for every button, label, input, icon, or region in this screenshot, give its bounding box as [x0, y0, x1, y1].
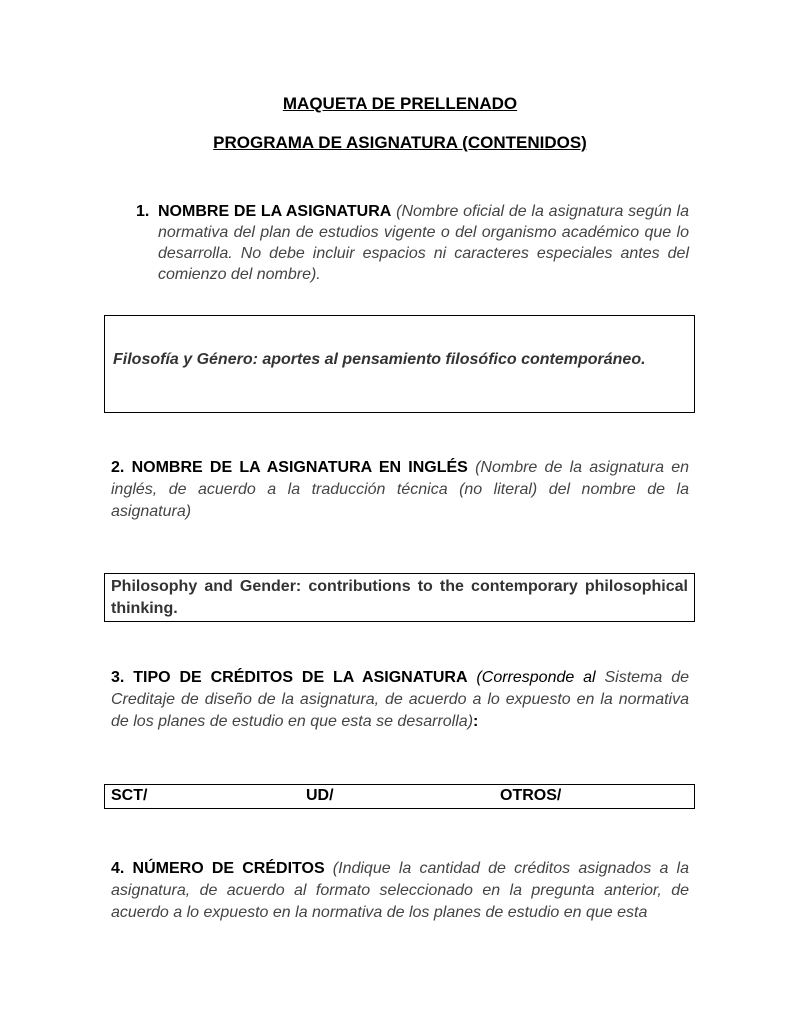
section-2-description	[111, 457, 689, 523]
credit-option-otros: OTROS/	[500, 787, 562, 804]
document-subtitle: PROGRAMA DE ASIGNATURA (CONTENIDOS)	[213, 133, 587, 152]
credit-option-ud: UD/	[306, 787, 334, 804]
section-3-text-b: Sistema de Creditaje de diseño de la asignatura, de acuerdo a lo expuesto en la normativa de los planes de estudio en que esta se desarrolla)	[111, 669, 689, 730]
section-4-description	[111, 858, 689, 924]
section-3-heading: 3. TIPO DE CRÉDITOS DE LA ASIGNATURA	[111, 669, 468, 686]
section-1-heading: NOMBRE DE LA ASIGNATURA	[158, 203, 392, 220]
section-2-text: (Nombre de la asignatura en inglés, de acuerdo a la traducción técnica (no literal) del nombre de la asignatura)	[111, 459, 689, 520]
section-2-heading: 2. NOMBRE DE LA ASIGNATURA EN INGLÉS	[111, 459, 468, 476]
document-title: MAQUETA DE PRELLENADO	[282, 94, 518, 113]
section-1-description	[136, 201, 689, 285]
section-1-text: Nombre oficial de la asignatura según la normativa del plan de estudios vigente o del organismo académico que lo desarrolla. No debe incluir espacios ni caracteres especiales antes del comienzo del nombre).	[158, 203, 690, 283]
course-name-value: Filosofía y Género: aportes al pensamiento filosófico contemporáneo.	[113, 351, 646, 368]
section-1-number: 1.	[136, 203, 150, 220]
credit-type-box	[104, 784, 695, 809]
section-3-text-a: (Corresponde al	[467, 669, 596, 686]
english-name-box	[104, 573, 695, 622]
section-3-colon: :	[473, 713, 479, 730]
course-name-box	[104, 315, 695, 413]
section-1-open-paren: (	[391, 203, 402, 220]
section-3-description	[111, 667, 689, 733]
english-name-value: Philosophy and Gender: contributions to the contemporary philosophical thinking.	[111, 578, 688, 617]
section-4-heading: 4. NÚMERO DE CRÉDITOS	[111, 860, 325, 877]
credit-option-sct: SCT/	[111, 787, 148, 804]
section-4-text: (Indique la cantidad de créditos asignados a la asignatura, de acuerdo al formato seleccionado en la pregunta anterior, de acuerdo a lo expuesto en la normativa de los planes de estudio en que esta	[111, 860, 689, 921]
